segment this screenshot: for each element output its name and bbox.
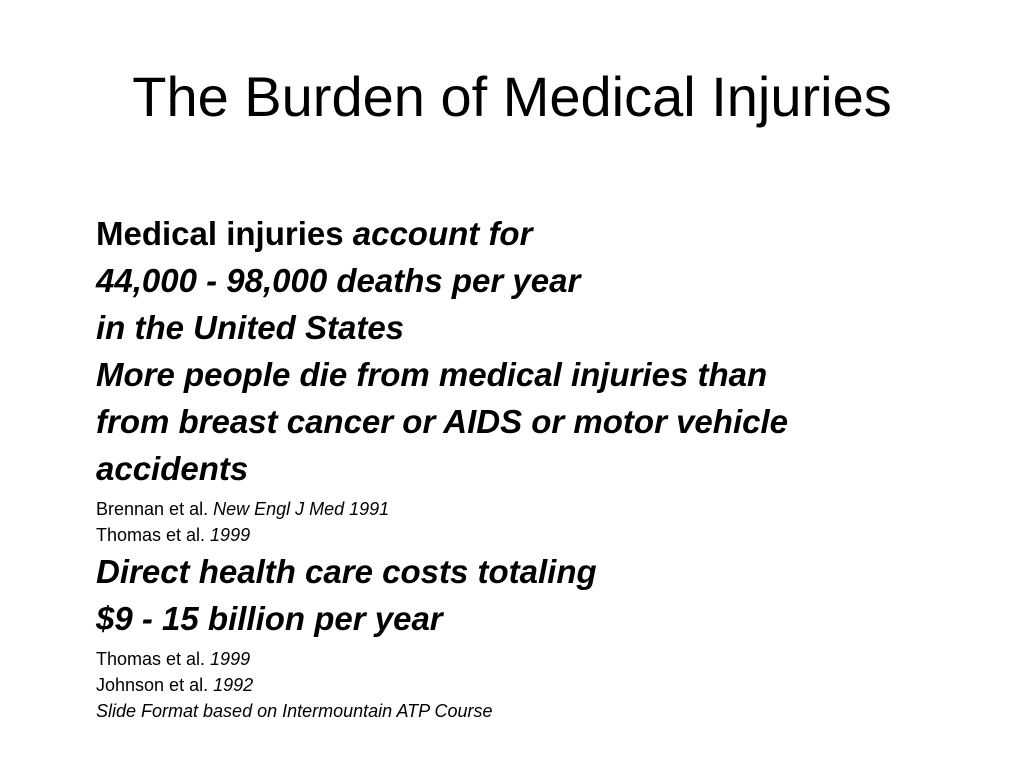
slide-title: The Burden of Medical Injuries [132, 65, 892, 128]
reference-author: Thomas et al. [96, 525, 211, 545]
reference-author: Thomas et al. [96, 649, 211, 669]
statement-line-3: in the United States [96, 309, 405, 346]
statement-emphasis: account for [352, 215, 533, 252]
statement-line-2: 44,000 - 98,000 deaths per year [96, 262, 581, 299]
reference-line [96, 672, 996, 698]
reference-source: 1999 [210, 525, 251, 545]
cost-line-1: Direct health care costs totaling [96, 553, 597, 590]
reference-source: 1999 [210, 649, 251, 669]
footnote: Slide Format based on Intermountain ATP Course [96, 701, 493, 721]
reference-source: 1992 [213, 675, 254, 695]
statement-text: Medical injuries [96, 215, 353, 252]
reference-line [96, 646, 996, 672]
reference-author: Johnson et al. [96, 675, 214, 695]
slide-body [96, 210, 996, 724]
reference-line [96, 496, 996, 522]
statement-line-1 [96, 210, 996, 257]
reference-source: New Engl J Med 1991 [213, 499, 390, 519]
statement-line-4: More people die from medical injuries than [96, 356, 768, 393]
statement-line-5: from breast cancer or AIDS or motor vehicle [96, 403, 788, 440]
reference-author: Brennan et al. [96, 499, 214, 519]
cost-line-2: $9 - 15 billion per year [96, 600, 443, 637]
statement-line-6: accidents [96, 450, 249, 487]
reference-line [96, 522, 996, 548]
